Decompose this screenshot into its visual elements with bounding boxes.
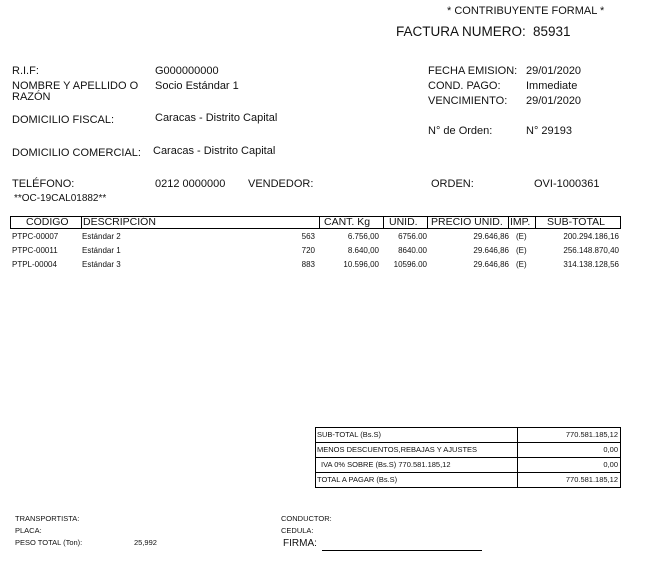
totals-subtotal-row <box>316 428 620 443</box>
signature-label: FIRMA: <box>283 538 317 549</box>
total-label: TOTAL A PAGAR (Bs.S) <box>317 475 398 484</box>
totals-box <box>315 427 621 488</box>
totals-iva-row <box>316 458 620 473</box>
order-label: ORDEN: <box>431 178 474 190</box>
rif-label: R.I.F: <box>12 65 39 77</box>
header-divider <box>383 217 384 228</box>
totals-divider <box>517 428 518 442</box>
payment-terms-label: COND. PAGO: <box>428 80 501 92</box>
row-code: PTPC-00011 <box>12 246 58 255</box>
row-unit: 6756.00 <box>398 232 427 241</box>
header-divider <box>81 217 82 228</box>
issue-date-label: FECHA EMISION: <box>428 65 518 77</box>
col-tax: IMP. <box>510 216 531 228</box>
row-description: Estándar 3 <box>82 260 121 269</box>
totals-divider <box>517 473 518 487</box>
order-value: OVI-1000361 <box>534 178 600 190</box>
table-header <box>10 216 621 229</box>
subtotal-label: SUB-TOTAL (Bs.S) <box>317 430 382 439</box>
invoice-number-label: FACTURA NUMERO: <box>396 24 526 39</box>
row-description: Estándar 1 <box>82 246 121 255</box>
totals-total-row <box>316 473 620 487</box>
col-description: DESCRIPCIÓN <box>83 216 156 228</box>
issue-date: 29/01/2020 <box>526 65 582 77</box>
row-subtotal: 314.138.128,56 <box>563 260 619 269</box>
order-number-label: N° de Orden: <box>428 125 493 137</box>
row-subtotal: 256.148.870,40 <box>563 246 619 255</box>
iva-label: IVA 0% SOBRE (Bs.S) 770.581.185,12 <box>321 460 451 469</box>
weight-value: 25,992 <box>134 538 157 547</box>
row-unit-price: 29.646,86 <box>473 246 509 255</box>
subtotal-value: 770.581.185,12 <box>565 430 618 439</box>
name-label: NOMBRE Y APELLIDO O <box>12 80 139 92</box>
row-quantity: 8.640,00 <box>347 246 379 255</box>
due-date: 29/01/2020 <box>526 95 582 107</box>
phone-label: TELÉFONO: <box>12 178 75 190</box>
row-code: PTPC-00007 <box>12 232 59 241</box>
due-date-label: VENCIMIENTO: <box>428 95 508 107</box>
row-tax: (E) <box>516 246 527 255</box>
client-name: Socio Estándar 1 <box>155 80 239 92</box>
row-quantity: 6.756,00 <box>347 232 379 241</box>
total-value: 770.581.185,12 <box>565 475 618 484</box>
header-divider <box>319 217 320 228</box>
discount-value: 0,00 <box>603 445 618 454</box>
id-label: CEDULA: <box>281 526 314 535</box>
order-number: N° 29193 <box>526 125 572 137</box>
totals-discount-row <box>316 443 620 458</box>
reference-code: **OC-19CAL01882** <box>14 193 107 204</box>
row-tax: (E) <box>516 232 527 241</box>
name-label-2: RAZÓN <box>12 91 51 103</box>
payment-terms: Immediate <box>526 80 578 92</box>
col-unit-price: PRECIO UNID. <box>431 216 503 228</box>
totals-divider <box>517 458 518 472</box>
row-subtotal: 200.294.186,16 <box>563 232 619 241</box>
weight-label: PESO TOTAL (Ton): <box>15 538 83 547</box>
row-unit-price: 29.646,86 <box>473 232 509 241</box>
row-count: 720 <box>301 246 315 255</box>
signature-line <box>322 550 482 551</box>
commercial-address-label: DOMICILIO COMERCIAL: <box>12 147 141 159</box>
col-code: CÓDIGO <box>26 216 69 228</box>
fiscal-address: Caracas - Distrito Capital <box>155 112 278 124</box>
row-count: 563 <box>301 232 315 241</box>
invoice-number: 85931 <box>533 24 571 39</box>
discount-label: MENOS DESCUENTOS,REBAJAS Y AJUSTES <box>317 445 478 454</box>
totals-divider <box>517 443 518 457</box>
row-unit: 10596.00 <box>393 260 427 269</box>
rif-value: G000000000 <box>155 65 219 77</box>
row-unit: 8640.00 <box>398 246 427 255</box>
row-code: PTPL-00004 <box>12 260 57 269</box>
row-tax: (E) <box>516 260 527 269</box>
iva-value: 0,00 <box>603 460 618 469</box>
header-divider <box>508 217 509 228</box>
header-divider <box>427 217 428 228</box>
col-quantity: CANT. Kg <box>324 216 371 228</box>
seller-label: VENDEDOR: <box>248 178 314 190</box>
row-quantity: 10.596,00 <box>343 260 379 269</box>
header-divider <box>535 217 536 228</box>
fiscal-address-label: DOMICILIO FISCAL: <box>12 114 115 126</box>
driver-label: CONDUCTOR: <box>281 514 332 523</box>
col-unit: UNID. <box>389 216 418 228</box>
carrier-label: TRANSPORTISTA: <box>15 514 80 523</box>
phone-value: 0212 0000000 <box>155 178 226 190</box>
row-unit-price: 29.646,86 <box>473 260 509 269</box>
commercial-address: Caracas - Distrito Capital <box>153 145 276 157</box>
taxpayer-type: * CONTRIBUYENTE FORMAL * <box>447 5 605 17</box>
row-count: 883 <box>301 260 315 269</box>
col-subtotal: SUB-TOTAL <box>547 216 605 228</box>
plate-label: PLACA: <box>15 526 42 535</box>
row-description: Estándar 2 <box>82 232 121 241</box>
